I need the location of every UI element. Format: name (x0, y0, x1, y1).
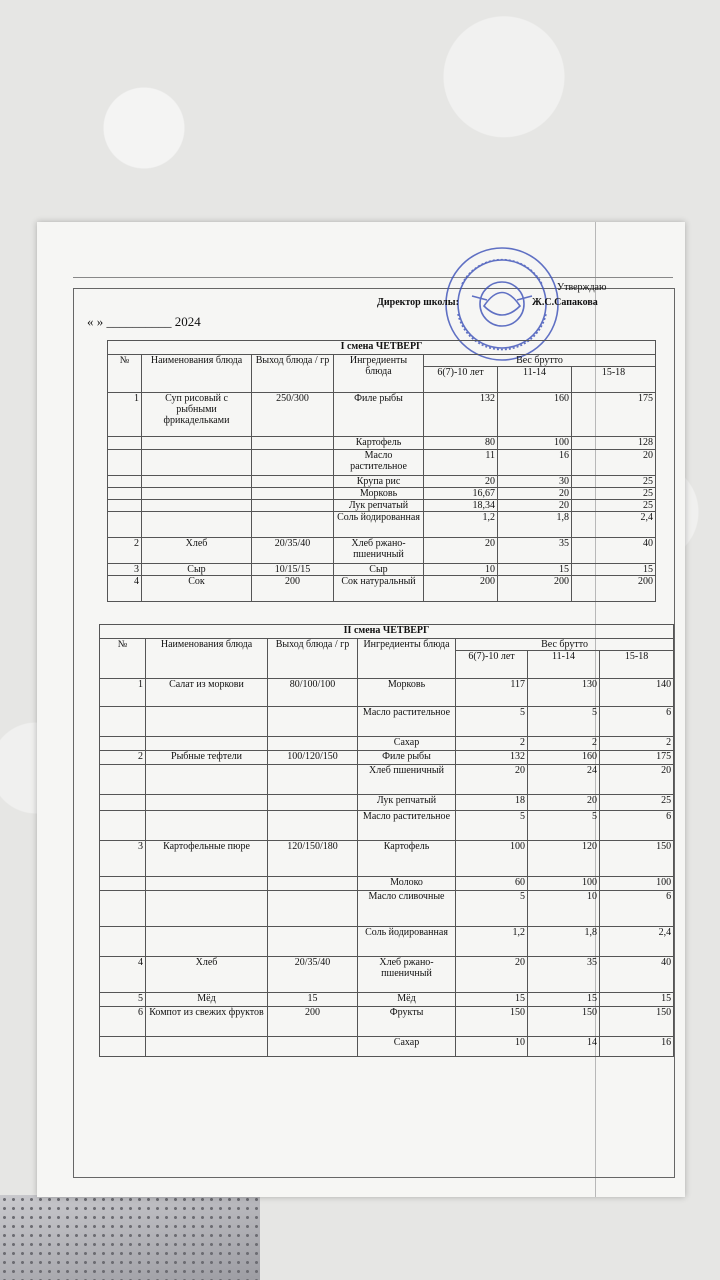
col-age3-header: 15-18 (572, 367, 656, 393)
row-dish (146, 1037, 268, 1057)
row-num (100, 707, 146, 737)
row-age1: 15 (456, 993, 528, 1007)
table-row (108, 393, 656, 437)
row-age3: 2,4 (600, 927, 674, 957)
row-ingredient: Филе рыбы (358, 751, 456, 765)
row-ingredient: Хлеб пшеничный (358, 765, 456, 795)
row-age1: 60 (456, 877, 528, 891)
row-num (100, 927, 146, 957)
row-age3: 40 (572, 538, 656, 564)
row-num: 6 (100, 1007, 146, 1037)
row-output (268, 795, 358, 811)
col-output-header: Выход блюда / гр (268, 639, 358, 679)
row-output (252, 512, 334, 538)
row-age2: 100 (528, 877, 600, 891)
row-age1: 132 (456, 751, 528, 765)
row-age2: 35 (498, 538, 572, 564)
row-output (268, 765, 358, 795)
row-age1: 5 (456, 811, 528, 841)
table-row (108, 476, 656, 488)
row-age2: 15 (498, 564, 572, 576)
row-dish: Рыбные тефтели (146, 751, 268, 765)
row-dish: Сок (142, 576, 252, 602)
row-output (252, 450, 334, 476)
row-age2: 2 (528, 737, 600, 751)
row-dish (146, 891, 268, 927)
row-dish: Картофельные пюре (146, 841, 268, 877)
row-age3: 150 (600, 1007, 674, 1037)
table-row (108, 437, 656, 450)
row-num (108, 500, 142, 512)
table-row (100, 927, 674, 957)
row-age2: 15 (528, 993, 600, 1007)
menu-sheet (37, 222, 685, 1197)
row-output: 120/150/180 (268, 841, 358, 877)
row-dish: Компот из свежих фруктов (146, 1007, 268, 1037)
row-num (108, 437, 142, 450)
row-ingredient: Фрукты (358, 1007, 456, 1037)
fabric-corner (0, 1195, 260, 1280)
row-age1: 18 (456, 795, 528, 811)
row-dish (146, 765, 268, 795)
row-age2: 5 (528, 811, 600, 841)
row-age3: 16 (600, 1037, 674, 1057)
col-num-header: № (108, 355, 142, 393)
table-row (108, 500, 656, 512)
shift2-body (100, 679, 674, 1057)
row-age1: 1,2 (424, 512, 498, 538)
row-dish (146, 811, 268, 841)
row-dish (146, 927, 268, 957)
row-output (268, 891, 358, 927)
row-age2: 20 (528, 795, 600, 811)
table-row (100, 751, 674, 765)
row-dish (142, 437, 252, 450)
row-output: 200 (252, 576, 334, 602)
table-row (100, 957, 674, 993)
row-num: 3 (100, 841, 146, 877)
shift1-table (107, 340, 656, 602)
row-output (268, 737, 358, 751)
row-age2: 1,8 (528, 927, 600, 957)
row-age3: 25 (600, 795, 674, 811)
col-weight-header: Вес брутто (424, 355, 656, 367)
table-row (108, 564, 656, 576)
row-ingredient: Масло растительное (358, 811, 456, 841)
col-name-header: Наименования блюда (142, 355, 252, 393)
row-ingredient: Филе рыбы (334, 393, 424, 437)
header-line (73, 277, 673, 278)
row-dish (146, 737, 268, 751)
approve-label: Утверждаю (557, 282, 607, 293)
table-row (100, 993, 674, 1007)
row-ingredient: Крупа рис (334, 476, 424, 488)
row-age1: 200 (424, 576, 498, 602)
row-age1: 10 (456, 1037, 528, 1057)
table-row (100, 707, 674, 737)
row-output (268, 877, 358, 891)
row-age1: 80 (424, 437, 498, 450)
row-age2: 30 (498, 476, 572, 488)
row-dish (142, 450, 252, 476)
row-dish: Мёд (146, 993, 268, 1007)
row-output: 100/120/150 (268, 751, 358, 765)
table-row (100, 1037, 674, 1057)
row-output (252, 500, 334, 512)
row-age3: 15 (572, 564, 656, 576)
row-age3: 150 (600, 841, 674, 877)
row-age1: 117 (456, 679, 528, 707)
row-ingredient: Сок натуральный (334, 576, 424, 602)
row-age1: 20 (424, 538, 498, 564)
row-dish (146, 707, 268, 737)
row-age3: 2,4 (572, 512, 656, 538)
row-age2: 20 (498, 488, 572, 500)
row-output (252, 488, 334, 500)
row-age3: 15 (600, 993, 674, 1007)
table-row (100, 737, 674, 751)
table-row (108, 576, 656, 602)
row-age2: 1,8 (498, 512, 572, 538)
table-row (100, 1007, 674, 1037)
row-age2: 35 (528, 957, 600, 993)
row-num: 4 (108, 576, 142, 602)
shift1-body (108, 393, 656, 602)
row-dish: Суп рисовый с рыбными фрикадельками (142, 393, 252, 437)
row-num (100, 877, 146, 891)
row-ingredient: Сахар (358, 1037, 456, 1057)
table-row (100, 841, 674, 877)
table-row (108, 450, 656, 476)
row-output: 10/15/15 (252, 564, 334, 576)
row-ingredient: Сыр (334, 564, 424, 576)
row-dish (142, 500, 252, 512)
row-dish: Сыр (142, 564, 252, 576)
row-output (268, 927, 358, 957)
row-ingredient: Морковь (358, 679, 456, 707)
row-age2: 200 (498, 576, 572, 602)
row-age3: 6 (600, 707, 674, 737)
row-age1: 20 (456, 765, 528, 795)
row-output (268, 1037, 358, 1057)
row-age3: 2 (600, 737, 674, 751)
table-row (100, 811, 674, 841)
col-output-header: Выход блюда / гр (252, 355, 334, 393)
row-output: 250/300 (252, 393, 334, 437)
row-output: 15 (268, 993, 358, 1007)
row-num: 2 (100, 751, 146, 765)
row-num (108, 450, 142, 476)
row-ingredient: Хлеб ржано-пшеничный (334, 538, 424, 564)
row-age1: 100 (456, 841, 528, 877)
row-ingredient: Соль йодированная (358, 927, 456, 957)
row-age3: 25 (572, 488, 656, 500)
row-dish (146, 795, 268, 811)
col-age1-header: 6(7)-10 лет (424, 367, 498, 393)
col-ingredients-header: Ингредиенты блюда (334, 355, 424, 393)
row-age3: 20 (600, 765, 674, 795)
row-dish (142, 512, 252, 538)
shift2-table (99, 624, 674, 1057)
row-output: 80/100/100 (268, 679, 358, 707)
row-age3: 40 (600, 957, 674, 993)
row-output (252, 476, 334, 488)
row-age2: 120 (528, 841, 600, 877)
row-ingredient: Морковь (334, 488, 424, 500)
row-num: 4 (100, 957, 146, 993)
row-ingredient: Масло растительное (358, 707, 456, 737)
row-output (268, 707, 358, 737)
row-age3: 25 (572, 500, 656, 512)
row-age3: 20 (572, 450, 656, 476)
row-age3: 175 (600, 751, 674, 765)
row-dish: Хлеб (142, 538, 252, 564)
row-ingredient: Мёд (358, 993, 456, 1007)
table-row (100, 891, 674, 927)
row-age2: 160 (528, 751, 600, 765)
row-age1: 1,2 (456, 927, 528, 957)
col-weight-header: Вес брутто (456, 639, 674, 651)
row-output (252, 437, 334, 450)
col-age3-header: 15-18 (600, 651, 674, 679)
row-age2: 24 (528, 765, 600, 795)
table-row (108, 538, 656, 564)
row-age1: 132 (424, 393, 498, 437)
row-age2: 150 (528, 1007, 600, 1037)
director-name: Ж.С.Сапакова (532, 297, 598, 308)
row-age1: 11 (424, 450, 498, 476)
row-num: 3 (108, 564, 142, 576)
col-name-header: Наименования блюда (146, 639, 268, 679)
row-age1: 2 (456, 737, 528, 751)
row-output: 200 (268, 1007, 358, 1037)
row-output: 20/35/40 (268, 957, 358, 993)
row-num (108, 488, 142, 500)
table-row (108, 488, 656, 500)
row-age1: 20 (424, 476, 498, 488)
row-ingredient: Картофель (334, 437, 424, 450)
row-age1: 5 (456, 707, 528, 737)
row-dish (142, 488, 252, 500)
row-age1: 18,34 (424, 500, 498, 512)
col-num-header: № (100, 639, 146, 679)
row-age3: 200 (572, 576, 656, 602)
row-age2: 160 (498, 393, 572, 437)
shift1-title: I смена ЧЕТВЕРГ (108, 341, 656, 355)
row-age3: 128 (572, 437, 656, 450)
table-row (108, 512, 656, 538)
row-age3: 175 (572, 393, 656, 437)
row-age1: 10 (424, 564, 498, 576)
row-num: 1 (108, 393, 142, 437)
row-num: 1 (100, 679, 146, 707)
table-row (100, 795, 674, 811)
row-age2: 16 (498, 450, 572, 476)
row-num: 5 (100, 993, 146, 1007)
row-age3: 6 (600, 891, 674, 927)
director-label: Директор школы: (377, 297, 459, 308)
row-ingredient: Соль йодированная (334, 512, 424, 538)
col-age1-header: 6(7)-10 лет (456, 651, 528, 679)
row-output (268, 811, 358, 841)
row-ingredient: Лук репчатый (334, 500, 424, 512)
row-age2: 130 (528, 679, 600, 707)
row-age3: 140 (600, 679, 674, 707)
row-age2: 10 (528, 891, 600, 927)
row-ingredient: Масло сливочные (358, 891, 456, 927)
row-age3: 100 (600, 877, 674, 891)
row-dish: Салат из моркови (146, 679, 268, 707)
row-dish: Хлеб (146, 957, 268, 993)
col-age2-header: 11-14 (528, 651, 600, 679)
row-ingredient: Масло растительное (334, 450, 424, 476)
row-dish (146, 877, 268, 891)
row-age2: 100 (498, 437, 572, 450)
table-row (100, 679, 674, 707)
row-num: 2 (108, 538, 142, 564)
shift2-title: II смена ЧЕТВЕРГ (100, 625, 674, 639)
row-output: 20/35/40 (252, 538, 334, 564)
row-ingredient: Хлеб ржано-пшеничный (358, 957, 456, 993)
row-num (100, 795, 146, 811)
row-num (100, 765, 146, 795)
row-ingredient: Лук репчатый (358, 795, 456, 811)
row-num (100, 891, 146, 927)
table-row (100, 877, 674, 891)
row-num (100, 811, 146, 841)
row-dish (142, 476, 252, 488)
row-age2: 14 (528, 1037, 600, 1057)
row-num (108, 512, 142, 538)
row-ingredient: Сахар (358, 737, 456, 751)
col-ingredients-header: Ингредиенты блюда (358, 639, 456, 679)
row-age3: 25 (572, 476, 656, 488)
row-ingredient: Картофель (358, 841, 456, 877)
row-ingredient: Молоко (358, 877, 456, 891)
row-age3: 6 (600, 811, 674, 841)
row-num (108, 476, 142, 488)
row-num (100, 1037, 146, 1057)
row-num (100, 737, 146, 751)
table-row (100, 765, 674, 795)
row-age1: 20 (456, 957, 528, 993)
document-date: « » __________ 2024 (87, 314, 201, 329)
row-age2: 20 (498, 500, 572, 512)
row-age1: 5 (456, 891, 528, 927)
row-age1: 150 (456, 1007, 528, 1037)
row-age1: 16,67 (424, 488, 498, 500)
col-age2-header: 11-14 (498, 367, 572, 393)
row-age2: 5 (528, 707, 600, 737)
